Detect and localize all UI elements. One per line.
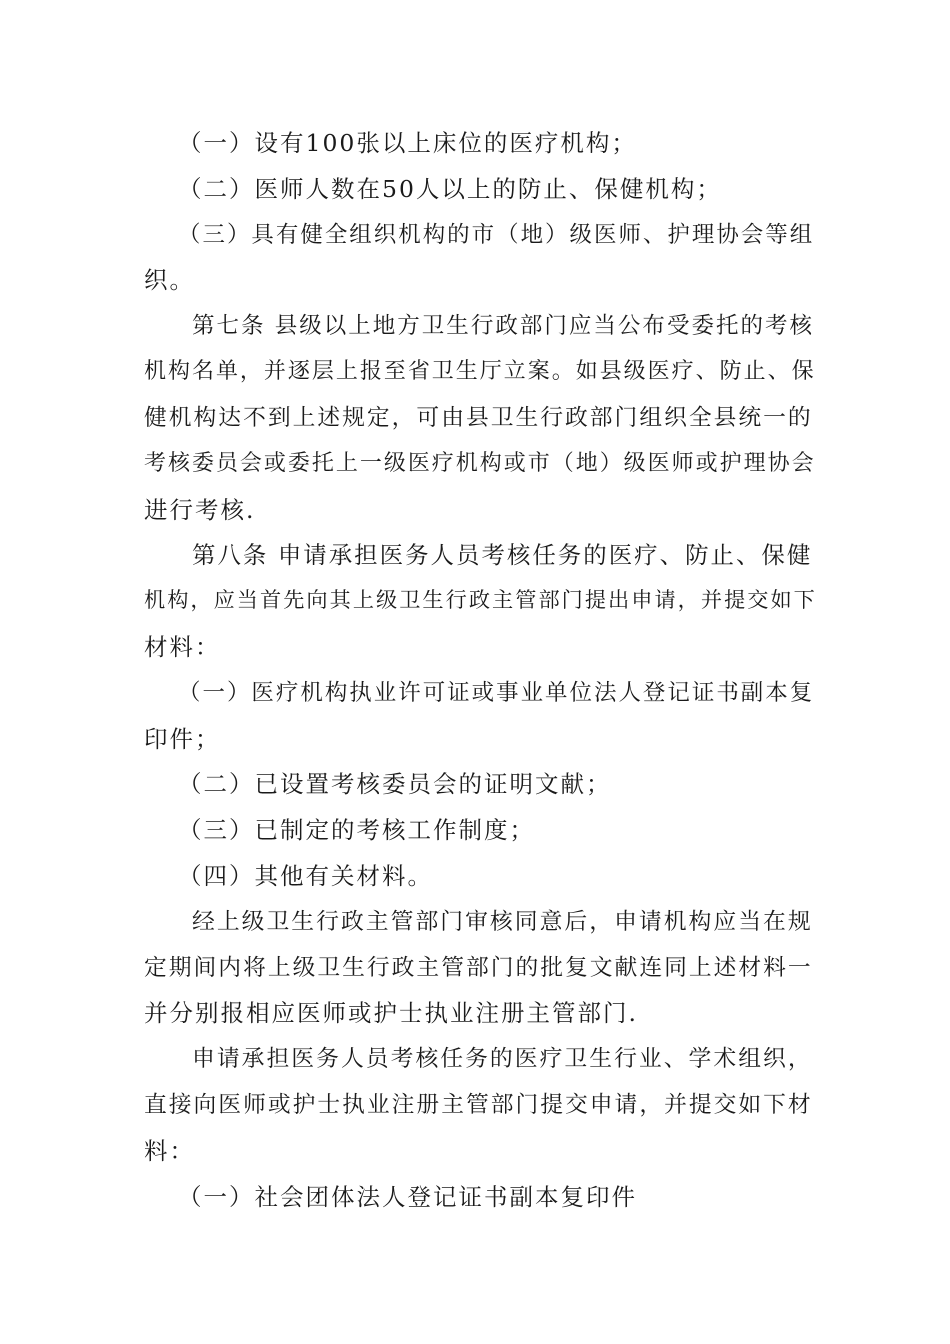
text-line: （三）具有健全组织机构的市（地）级医师、护理协会等组 bbox=[178, 222, 815, 248]
text-line: （一）社会团体法人登记证书副本复印件 bbox=[178, 1183, 637, 1211]
text-line: （一）医疗机构执业许可证或事业单位法人登记证书副本复 bbox=[178, 680, 815, 706]
text-line: （三）已制定的考核工作制度； bbox=[178, 816, 535, 844]
text-line: 进行考核. bbox=[144, 496, 256, 524]
text-line: 印件； bbox=[144, 725, 221, 753]
text-line: 定期间内将上级卫生行政主管部门的批复文献连同上述材料一 bbox=[144, 955, 813, 981]
text-line: 健机构达不到上述规定，可由县卫生行政部门组织全县统一的 bbox=[144, 405, 813, 431]
text-line: 申请承担医务人员考核任务的医疗卫生行业、学术组织， bbox=[192, 1046, 813, 1072]
text-line: 第八条 申请承担医务人员考核任务的医疗、防止、保健 bbox=[192, 541, 813, 569]
text-line: 直接向医师或护士执业注册主管部门提交申请，并提交如下材 bbox=[144, 1092, 813, 1118]
text-line: （二）医师人数在50人以上的防止、保健机构； bbox=[178, 175, 722, 203]
text-line: 织。 bbox=[144, 266, 195, 294]
text-line: （一）设有100张以上床位的医疗机构； bbox=[178, 129, 637, 157]
text-line: 考核委员会或委托上一级医疗机构或市（地）级医师或护理协会 bbox=[144, 451, 816, 476]
text-line: 材料： bbox=[144, 633, 221, 661]
text-line: 并分别报相应医师或护士执业注册主管部门. bbox=[144, 999, 638, 1027]
text-line: 第七条 县级以上地方卫生行政部门应当公布受委托的考核 bbox=[192, 313, 815, 339]
text-line: （四）其他有关材料。 bbox=[178, 862, 433, 890]
text-line: （二）已设置考核委员会的证明文献； bbox=[178, 770, 612, 798]
text-line: 机构名单，并逐层上报至省卫生厅立案。如县级医疗、防止、保 bbox=[144, 359, 816, 384]
text-line: 机构，应当首先向其上级卫生行政主管部门提出申请，并提交如下 bbox=[144, 588, 817, 613]
text-line: 料： bbox=[144, 1137, 195, 1165]
text-line: 经上级卫生行政主管部门审核同意后，申请机构应当在规 bbox=[192, 909, 813, 935]
